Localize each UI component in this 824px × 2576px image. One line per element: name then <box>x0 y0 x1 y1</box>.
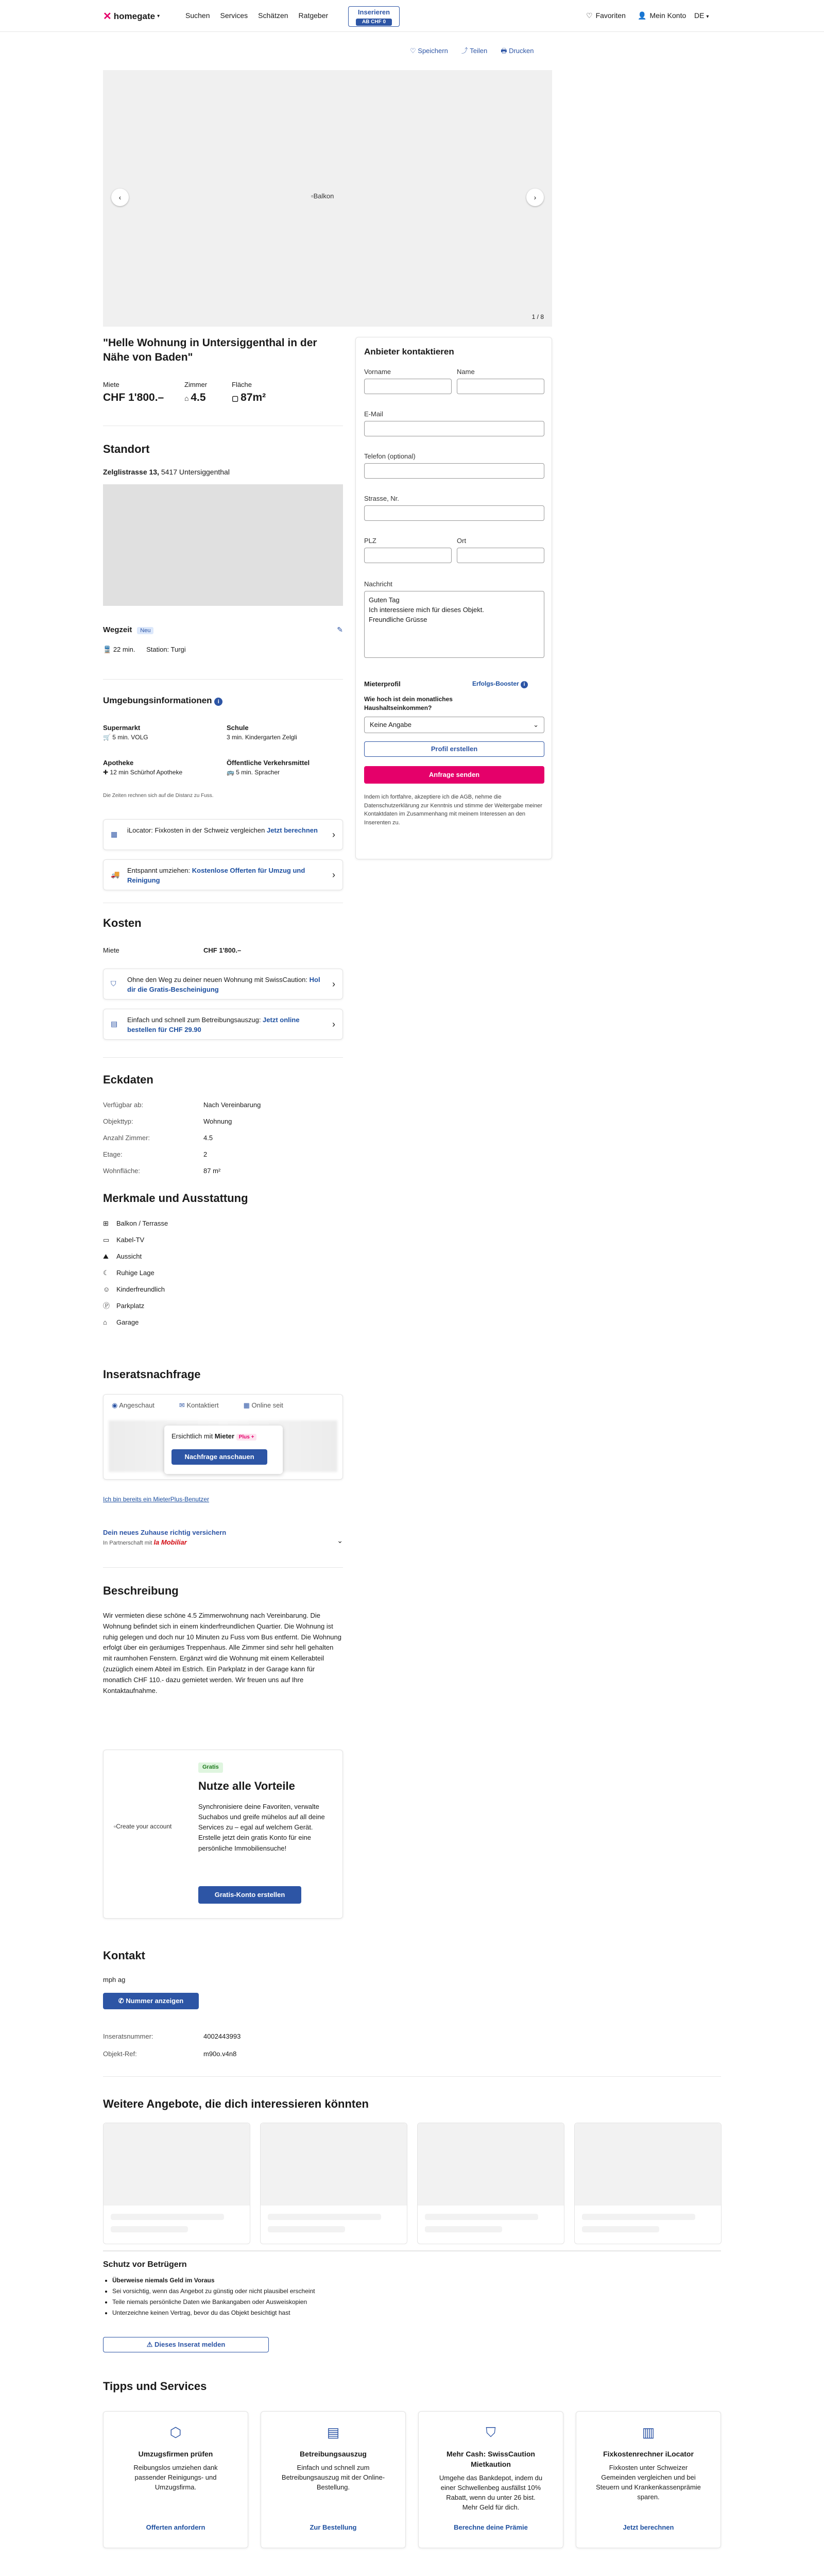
feature-item: ⊞ Balkon / Terrasse <box>103 1219 168 1235</box>
tip-card[interactable]: ⬡ Umzugsfirmen prüfen Reibungslos umziehen dank passender Reinigungs- und Umzugsfirma. Offerten anfordern <box>103 2411 248 2548</box>
section-title-details: Eckdaten <box>103 1073 153 1086</box>
free-badge: Gratis <box>198 1762 223 1773</box>
offer-card-placeholder <box>260 2123 407 2244</box>
surrounding-supermarket: Supermarkt 🛒 5 min. VOLG <box>103 724 148 741</box>
garage-icon: ⌂ <box>103 1318 107 1326</box>
details-row: Etage: 2 <box>103 1150 208 1158</box>
map-icon: ▥ <box>642 2425 655 2440</box>
gallery-image: ▫Balkon <box>311 192 334 200</box>
feature-item: Ⓟ Parkplatz <box>103 1301 168 1318</box>
rooms-value: 4.5 <box>191 391 206 403</box>
nav-item-estimate[interactable]: Schätzen <box>258 11 288 20</box>
zip-input[interactable] <box>364 548 452 563</box>
ad-number-row: Inseratsnummer: 4002443993 <box>103 2032 241 2040</box>
household-question: Wie hoch ist dein monatliches Haushaltseinkommen? <box>364 696 453 712</box>
contact-form: Anbieter kontaktieren Vorname Name E-Mail Telefon (optional) Strasse, Nr. PLZ Ort Nachricht Guten Tag Ich interessiere mich für dieses Objekt. Freundliche Grüsse Mieterprofil Erfolgs-Booster i Wie hoch ist dein monatliches Haushaltseinkommen? Keine Angabe ⌄ Profil erstellen Anfrage senden Indem ich fortfahre, akzeptiere ich die AGB, nehme die Datenschutzerklärung zur Kenntnis und stimme der Weitergabe meiner Kontaktdaten im Zusammenhang mit meinem Interessen an den Inserenten zu. <box>355 337 552 859</box>
fraud-tip: • Unterzeichne keinen Vertrag, bevor du das Objekt besichtigt hast <box>112 2308 315 2318</box>
feature-item: ▭ Kabel-TV <box>103 1235 168 1252</box>
warning-icon: ⚠ <box>146 2340 154 2348</box>
rooms-icon: ⌂ <box>184 394 191 402</box>
legal-text: Indem ich fortfahre, akzeptiere ich die AGB, nehme die Datenschutzerklärung zur Kenntnis und stimme der Weitergabe meiner Kontaktdaten im Zusammenhang mit meinem Interessen an den Inserenten zu. <box>364 794 542 826</box>
lastname-input[interactable] <box>457 379 544 394</box>
image-gallery[interactable] <box>103 70 552 327</box>
address: Zelglistrasse 13, 5417 Untersiggenthal <box>103 468 230 476</box>
surrounding-pharmacy: Apotheke ✚ 12 min Schürhof Apotheke <box>103 759 183 776</box>
language-selector[interactable]: DE ▾ <box>694 11 709 20</box>
chevron-right-icon: › <box>534 193 537 201</box>
tab-viewed: ◉ Angeschaut <box>112 1401 154 1409</box>
details-table <box>103 1100 343 1183</box>
tip-card[interactable]: ▤ Betreibungsauszug Einfach und schnell zum Betreibungsauszug mit der Online-Bestellung. Zur Bestellung <box>261 2411 406 2548</box>
contact-form-title: Anbieter kontaktieren <box>364 347 454 357</box>
promo-swisscaution[interactable]: ⛉ Ohne den Weg zu deiner neuen Wohnung mit SwissCaution: Hol dir die Gratis-Bescheinigung › <box>103 969 343 999</box>
divider <box>103 1057 343 1058</box>
map[interactable] <box>103 484 343 606</box>
edit-icon[interactable]: ✎ <box>337 625 343 634</box>
details-row: Wohnfläche: 87 m² <box>103 1167 221 1175</box>
area-icon: ▢ <box>232 394 241 402</box>
pharmacy-icon: ✚ <box>103 768 110 776</box>
chevron-down-icon: ▾ <box>706 14 709 20</box>
area-block: Fläche ▢ 87m² <box>232 381 266 403</box>
demand-card <box>103 1394 343 1480</box>
section-title-features: Merkmale und Ausstattung <box>103 1192 248 1205</box>
feature-item: ⌂ Garage <box>103 1318 168 1334</box>
insurance-banner[interactable]: Dein neues Zuhause richtig versichern In Partnerschaft mit la Mobiliar ⌄ <box>103 1529 343 1546</box>
header <box>0 0 824 32</box>
street-input[interactable] <box>364 505 544 521</box>
account-promo-title: Nutze alle Vorteile <box>198 1780 295 1792</box>
share-icon: ⤴ <box>461 47 470 55</box>
rent-value: CHF 1'800.– <box>103 391 164 403</box>
insert-price-badge: AB CHF 0 <box>356 19 392 26</box>
logo-text: homegate <box>113 11 156 22</box>
surrounding-transport: Öffentliche Verkehrsmittel 🚌 5 min. Spracher <box>227 759 310 776</box>
offer-card-placeholder <box>574 2123 722 2244</box>
ref-row: Objekt-Ref: m90o.v4n8 <box>103 2050 237 2058</box>
firstname-input[interactable] <box>364 379 452 394</box>
fraud-list <box>112 2275 315 2318</box>
mobiliar-logo: la Mobiliar <box>153 1538 187 1546</box>
insert-button[interactable] <box>348 6 400 27</box>
booster-link[interactable]: Erfolgs-Booster i <box>472 680 528 688</box>
rooms-block: Zimmer ⌂ 4.5 <box>184 381 208 403</box>
nav-item-search[interactable]: Suchen <box>185 11 210 20</box>
box-icon: ⬡ <box>169 2425 182 2440</box>
section-title-description: Beschreibung <box>103 1584 179 1597</box>
tv-icon: ▭ <box>103 1236 110 1244</box>
section-title-contact: Kontakt <box>103 1949 145 1962</box>
tab-online-since: ▦ Online seit <box>243 1401 283 1409</box>
section-title-more: Weitere Angebote, die dich interessieren könnten <box>103 2097 369 2110</box>
listing-title: "Helle Wohnung in Untersiggenthal in der Nähe von Baden" <box>103 337 317 364</box>
calculator-icon: ▦ <box>111 830 118 838</box>
promo-ilocator[interactable]: ▦ iLocator: Fixkosten in der Schweiz vergleichen Jetzt berechnen › <box>103 819 343 850</box>
fraud-title: Schutz vor Betrügern <box>103 2260 187 2269</box>
chevron-left-icon: ‹ <box>118 193 122 201</box>
chevron-down-icon: ⌄ <box>533 721 539 728</box>
show-number-button[interactable]: ✆ Nummer anzeigen <box>103 1993 199 2009</box>
quiet-icon: ☾ <box>103 1269 109 1277</box>
city-input[interactable] <box>457 548 544 563</box>
promo-moving[interactable]: 🚚 Entspannt umziehen: Kostenlose Offerten für Umzug und Reinigung › <box>103 859 343 890</box>
insert-label: Inserieren <box>357 8 390 16</box>
shield-icon: ⛉ <box>111 979 116 988</box>
chevron-right-icon: › <box>332 1019 335 1029</box>
chevron-right-icon: › <box>332 979 335 989</box>
nav-item-guide[interactable]: Ratgeber <box>298 11 329 20</box>
email-input[interactable] <box>364 421 544 436</box>
description-text: Wir vermieten diese schöne 4.5 Zimmerwohnung nach Vereinbarung. Die Wohnung befindet sich in einem kinderfreundlichen Quartier. Die Wohnung ist ruhig gelegen und doch nur 10 Minuten zu Fuss vom Bus entfernt. Die Wohnung erfolgt über ein geräumiges Treppenhaus. Alle Zimmer sind sehr hell gehalten mit raumhohen Fenstern. Ergänzt wird die Wohnung mit einem Kellerabteil (zuzüglich einem Abteil im Estrich. Ein Parkplatz in der Garage kann für monatlich CHF 110.- dazu gemietet werden. Wir freuen uns auf Ihre Kontaktaufnahme. <box>103 1612 341 1694</box>
truck-icon: 🚚 <box>111 870 120 878</box>
report-ad-button[interactable]: ⚠ Dieses Inserat melden <box>103 2337 269 2352</box>
details-row: Verfügbar ab: Nach Vereinbarung <box>103 1101 261 1109</box>
create-profile-button[interactable]: Profil erstellen <box>364 741 544 757</box>
gallery-next-button[interactable] <box>526 189 544 206</box>
message-textarea[interactable]: Guten Tag Ich interessiere mich für dieses Objekt. Freundliche Grüsse <box>364 591 544 658</box>
member-link[interactable]: Ich bin bereits ein MieterPlus-Benutzer <box>103 1496 210 1503</box>
account-link[interactable]: 👤 Mein Konto <box>638 10 686 21</box>
surrounding-school: Schule 3 min. Kindergarten Zelgli <box>227 724 297 741</box>
feature-item: ☺ Kinderfreundlich <box>103 1285 168 1301</box>
offer-card-placeholder <box>103 2123 250 2244</box>
divider <box>103 679 343 680</box>
send-request-button[interactable]: Anfrage senden <box>364 766 544 784</box>
view-icon: ⛰ <box>103 1252 109 1260</box>
features-list <box>103 1219 168 1334</box>
details-row: Anzahl Zimmer: 4.5 <box>103 1134 213 1142</box>
divider <box>103 2076 721 2077</box>
account-promo <box>103 1750 343 1919</box>
save-button[interactable]: ♡ Speichern <box>410 47 448 55</box>
print-button[interactable]: 🖶 Drucken <box>501 47 534 55</box>
eye-icon: ◉ <box>112 1401 119 1409</box>
surroundings-note: Die Zeiten rechnen sich auf die Distanz zu Fuss. <box>103 793 214 799</box>
cart-icon: 🛒 <box>103 733 113 741</box>
heart-icon: ♡ <box>586 11 593 20</box>
feature-item: ⛰ Aussicht <box>103 1252 168 1268</box>
account-promo-image: ▫Create your account <box>114 1823 172 1830</box>
section-title-tips: Tipps und Services <box>103 2380 207 2393</box>
section-title-costs: Kosten <box>103 917 142 929</box>
commute-row: Wegzeit Neu ✎ <box>103 625 343 634</box>
document-search-icon: ▤ <box>327 2425 340 2440</box>
promo-debt-extract[interactable]: ▤ Einfach und schnell zum Betreibungsauszug: Jetzt online bestellen für CHF 29.90 › <box>103 1009 343 1040</box>
logo-mark-icon: ✕ <box>103 11 112 22</box>
share-button[interactable]: ⤴ Teilen <box>461 47 488 55</box>
new-badge: Neu <box>137 627 153 634</box>
info-icon: i <box>521 681 528 688</box>
info-icon[interactable]: i <box>214 698 222 706</box>
rent-block: Miete CHF 1'800.– <box>103 380 164 405</box>
tab-contacted: ✉ Kontaktiert <box>179 1401 219 1409</box>
plus-badge: Plus + <box>236 1434 257 1440</box>
shield-icon: ⛉ <box>486 2425 496 2440</box>
heart-icon: ♡ <box>410 47 418 55</box>
feature-item: ☾ Ruhige Lage <box>103 1268 168 1285</box>
child-icon: ☺ <box>103 1285 110 1293</box>
locked-overlay: Ersichtlich mit Mieter Plus + Nachfrage anschauen <box>164 1426 283 1474</box>
chevron-right-icon: › <box>332 829 335 840</box>
fraud-tip: • Überweise niemals Geld im Voraus <box>112 2275 315 2286</box>
view-demand-button[interactable]: Nachfrage anschauen <box>171 1449 267 1465</box>
fraud-tip: • Teile niemals persönliche Daten wie Bankangaben oder Ausweiskopien <box>112 2297 315 2308</box>
nav-item-services[interactable]: Services <box>220 11 248 20</box>
profile-label: Mieterprofil <box>364 680 401 688</box>
divider <box>103 1567 343 1568</box>
calendar-icon: ▦ <box>243 1401 252 1409</box>
gallery-prev-button[interactable] <box>111 189 129 206</box>
bus-icon: 🚌 <box>227 768 236 776</box>
tip-card[interactable]: ⛉ Mehr Cash: SwissCaution Mietkaution Umgehe das Bankdepot, indem du einer Schwellenbeg ausfällst 10% Rabatt, wenn du unter 26 bist. Mehr Geld für dich. Berechne deine Prämie <box>418 2411 563 2548</box>
gallery-counter: 1 / 8 <box>531 313 544 320</box>
favorites-link[interactable]: ♡ Favoriten <box>586 10 626 21</box>
surroundings-title: Umgebungsinformationen i <box>103 694 222 707</box>
printer-icon: 🖶 <box>501 47 509 55</box>
parking-icon: Ⓟ <box>103 1302 110 1310</box>
broken-image-icon: ▫ <box>311 192 314 200</box>
carousel-indicator <box>103 2250 721 2251</box>
balcony-icon: ⊞ <box>103 1219 109 1227</box>
chevron-right-icon: › <box>332 870 335 880</box>
costs-rent-row: Miete CHF 1'800.– <box>103 946 242 954</box>
mail-icon: ✉ <box>179 1401 187 1409</box>
create-account-button[interactable]: Gratis-Konto erstellen <box>198 1886 301 1904</box>
area-value: 87m² <box>241 391 266 403</box>
offer-card-placeholder <box>417 2123 564 2244</box>
section-title-location: Standort <box>103 443 150 455</box>
phone-input[interactable] <box>364 463 544 479</box>
tip-card[interactable]: ▥ Fixkostenrechner iLocator Fixkosten unter Schweizer Gemeinden vergleichen und bei Steuern und Krankenkassenprämie sparen. Jetzt berechnen <box>576 2411 721 2548</box>
section-title-demand: Inseratsnachfrage <box>103 1368 201 1381</box>
details-row: Objekttyp: Wohnung <box>103 1117 232 1125</box>
listing-actions <box>410 46 534 56</box>
account-promo-text: Synchronisiere deine Favoriten, verwalte Suchabos und greife mühelos auf all deine Services zu – egal auf welchem Gerät. Erstelle jetzt dein gratis Konto für eine persönliche Immobiliensuche! <box>198 1803 325 1852</box>
broken-image-icon: ▫ <box>114 1823 116 1830</box>
fraud-tip: • Sei vorsichtig, wenn das Angebot zu günstig oder nicht plausibel erscheint <box>112 2286 315 2297</box>
chevron-down-icon: ▾ <box>157 13 160 20</box>
advertiser-name: mph ag <box>103 1976 126 1984</box>
chevron-down-icon: ⌄ <box>337 1536 343 1545</box>
document-icon: ▤ <box>111 1020 118 1028</box>
user-icon: 👤 <box>638 11 647 20</box>
phone-icon: ✆ <box>118 1996 126 2005</box>
train-icon: 🚆 <box>103 646 113 653</box>
logo[interactable] <box>103 9 160 24</box>
commute-details: 🚆 22 min. Station: Turgi <box>103 646 186 653</box>
main-nav <box>185 10 328 21</box>
household-select[interactable]: Keine Angabe ⌄ <box>364 717 544 733</box>
